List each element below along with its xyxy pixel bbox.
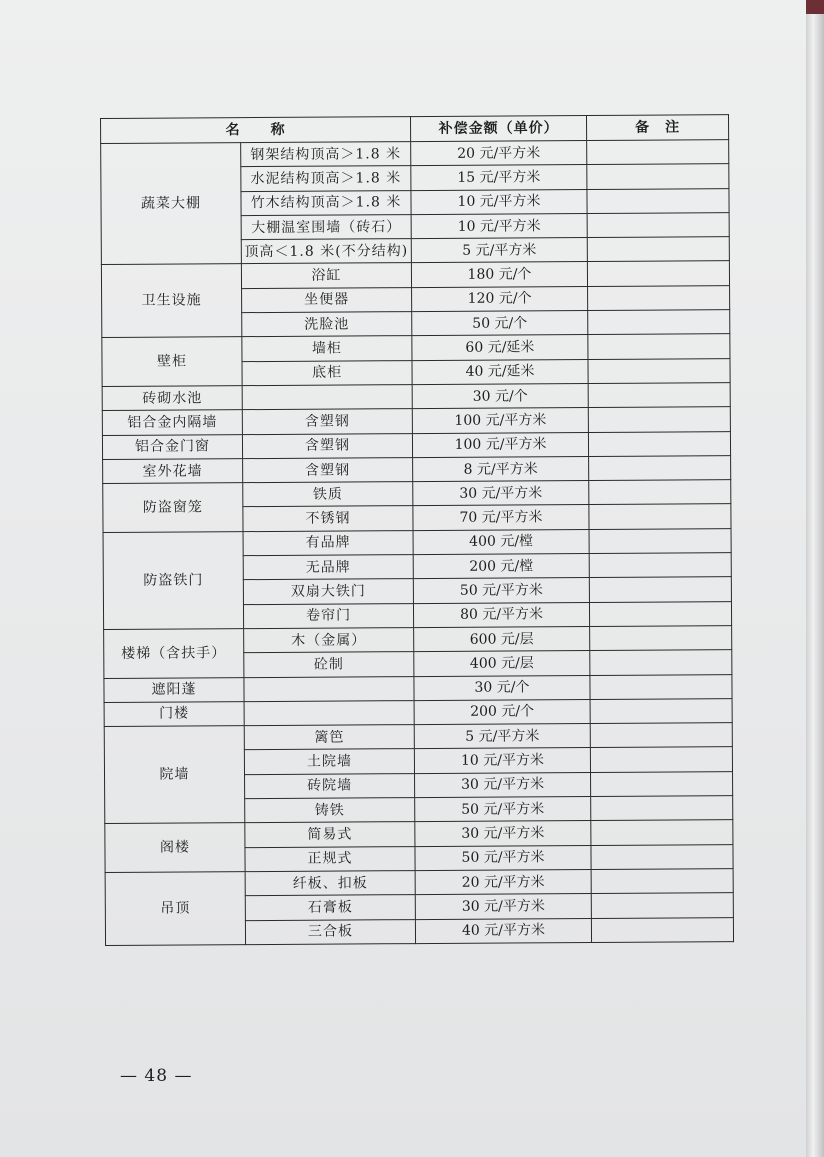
item-subtype: 石膏板 [245,895,415,920]
item-price: 10 元/平方米 [411,213,587,238]
item-category: 室外花墙 [103,458,243,483]
item-subtype: 三合板 [245,919,415,944]
item-category: 壁柜 [102,337,242,386]
item-price: 70 元/平方米 [413,505,589,530]
item-price: 30 元/平方米 [415,772,591,797]
item-note [590,650,732,675]
item-subtype: 水泥结构顶高＞1.8 米 [241,166,411,191]
item-price: 100 元/平方米 [412,432,588,457]
item-note [588,334,730,359]
item-subtype: 卷帘门 [243,603,413,628]
item-category: 铝合金内隔墙 [102,410,242,435]
cover-corner [806,0,824,14]
item-category: 铝合金门窗 [102,434,242,459]
page-number: — 48 — [120,1066,193,1086]
item-note [587,140,729,165]
item-subtype: 含塑钢 [243,457,413,482]
item-note [587,261,729,286]
item-price: 5 元/平方米 [414,724,590,749]
item-subtype: 顶高＜1.8 米(不分结构) [241,239,411,264]
item-price: 50 元/个 [412,311,588,336]
item-category: 防盗窗笼 [103,483,243,532]
item-price: 10 元/平方米 [414,748,590,773]
item-price: 30 元/个 [414,675,590,700]
item-category: 门楼 [104,701,244,726]
item-price: 50 元/平方米 [413,578,589,603]
item-subtype: 木（金属） [244,628,414,653]
item-category: 蔬菜大棚 [101,143,242,265]
item-subtype: 无品牌 [243,555,413,580]
item-price: 50 元/平方米 [415,845,591,870]
item-note [588,431,730,456]
item-note [589,577,731,602]
item-subtype: 坐便器 [242,287,412,312]
item-price: 40 元/平方米 [415,918,591,943]
item-category: 砖砌水池 [102,386,242,411]
item-subtype: 砖院墙 [245,773,415,798]
item-note [587,164,729,189]
header-note: 备 注 [586,115,728,141]
item-note [588,407,730,432]
item-subtype: 双扇大铁门 [243,579,413,604]
item-note [590,698,732,723]
item-note [591,893,733,918]
item-note [587,237,729,262]
item-subtype: 底柜 [242,360,412,385]
item-note [588,285,730,310]
item-subtype: 土院墙 [244,749,414,774]
item-note [589,528,731,553]
header-name: 名 称 [101,117,411,144]
item-price: 180 元/个 [411,262,587,287]
item-price: 50 元/平方米 [415,797,591,822]
item-price: 100 元/平方米 [412,408,588,433]
compensation-table [100,114,734,946]
item-subtype: 铁质 [243,482,413,507]
item-price: 80 元/平方米 [413,602,589,627]
header-price: 补偿金额（单价） [410,116,586,142]
item-price: 400 元/层 [414,651,590,676]
item-category: 吊顶 [105,872,245,946]
item-price: 10 元/平方米 [411,189,587,214]
item-subtype: 含塑钢 [242,409,412,434]
item-subtype: 浴缸 [241,263,411,288]
item-category: 卫生设施 [101,264,241,338]
item-note [591,917,733,942]
item-note [591,844,733,869]
item-subtype: 正规式 [245,846,415,871]
item-price: 30 元/平方米 [413,481,589,506]
item-price: 30 元/个 [412,383,588,408]
item-category: 阁楼 [105,823,245,872]
item-note [591,771,733,796]
item-note [588,310,730,335]
item-category: 楼梯（含扶手） [104,629,244,678]
item-note [589,480,731,505]
item-note [588,383,730,408]
item-note [588,358,730,383]
item-subtype: 篱笆 [244,725,414,750]
item-subtype: 不锈钢 [243,506,413,531]
item-subtype: 纤板、扣板 [245,870,415,895]
item-note [589,601,731,626]
item-note [590,674,732,699]
item-subtype: 竹木结构顶高＞1.8 米 [241,190,411,215]
item-price: 600 元/层 [414,626,590,651]
item-subtype: 简易式 [245,822,415,847]
table-body [101,140,734,946]
item-price: 400 元/樘 [413,529,589,554]
item-subtype [244,676,414,701]
item-price: 20 元/平方米 [415,869,591,894]
item-note [590,747,732,772]
item-category: 防盗铁门 [103,531,244,629]
item-price: 60 元/延米 [412,335,588,360]
item-price: 40 元/延米 [412,359,588,384]
item-subtype [244,700,414,725]
book-spine [806,0,824,1157]
item-price: 200 元/樘 [413,554,589,579]
item-note [589,504,731,529]
item-note [590,723,732,748]
item-subtype: 大棚温室围墙（砖石） [241,214,411,239]
item-subtype: 墙柜 [242,336,412,361]
item-note [587,188,729,213]
item-price: 15 元/平方米 [411,165,587,190]
item-note [587,213,729,238]
item-subtype: 洗脸池 [242,312,412,337]
item-subtype: 砼制 [244,652,414,677]
item-subtype: 钢架结构顶高＞1.8 米 [241,142,411,167]
item-subtype [242,385,412,410]
item-category: 院墙 [104,726,245,824]
item-subtype: 有品牌 [243,530,413,555]
item-note [590,626,732,651]
item-note [589,553,731,578]
item-price: 120 元/个 [412,286,588,311]
item-price: 8 元/平方米 [413,456,589,481]
item-note [591,869,733,894]
table-header-row [101,115,729,144]
item-subtype: 含塑钢 [242,433,412,458]
item-category: 遮阳蓬 [104,677,244,702]
item-note [589,456,731,481]
item-note [591,796,733,821]
item-price: 30 元/平方米 [415,894,591,919]
item-price: 5 元/平方米 [411,238,587,263]
item-price: 20 元/平方米 [411,141,587,166]
item-subtype: 铸铁 [245,798,415,823]
item-note [591,820,733,845]
item-price: 200 元/个 [414,699,590,724]
item-price: 30 元/平方米 [415,821,591,846]
